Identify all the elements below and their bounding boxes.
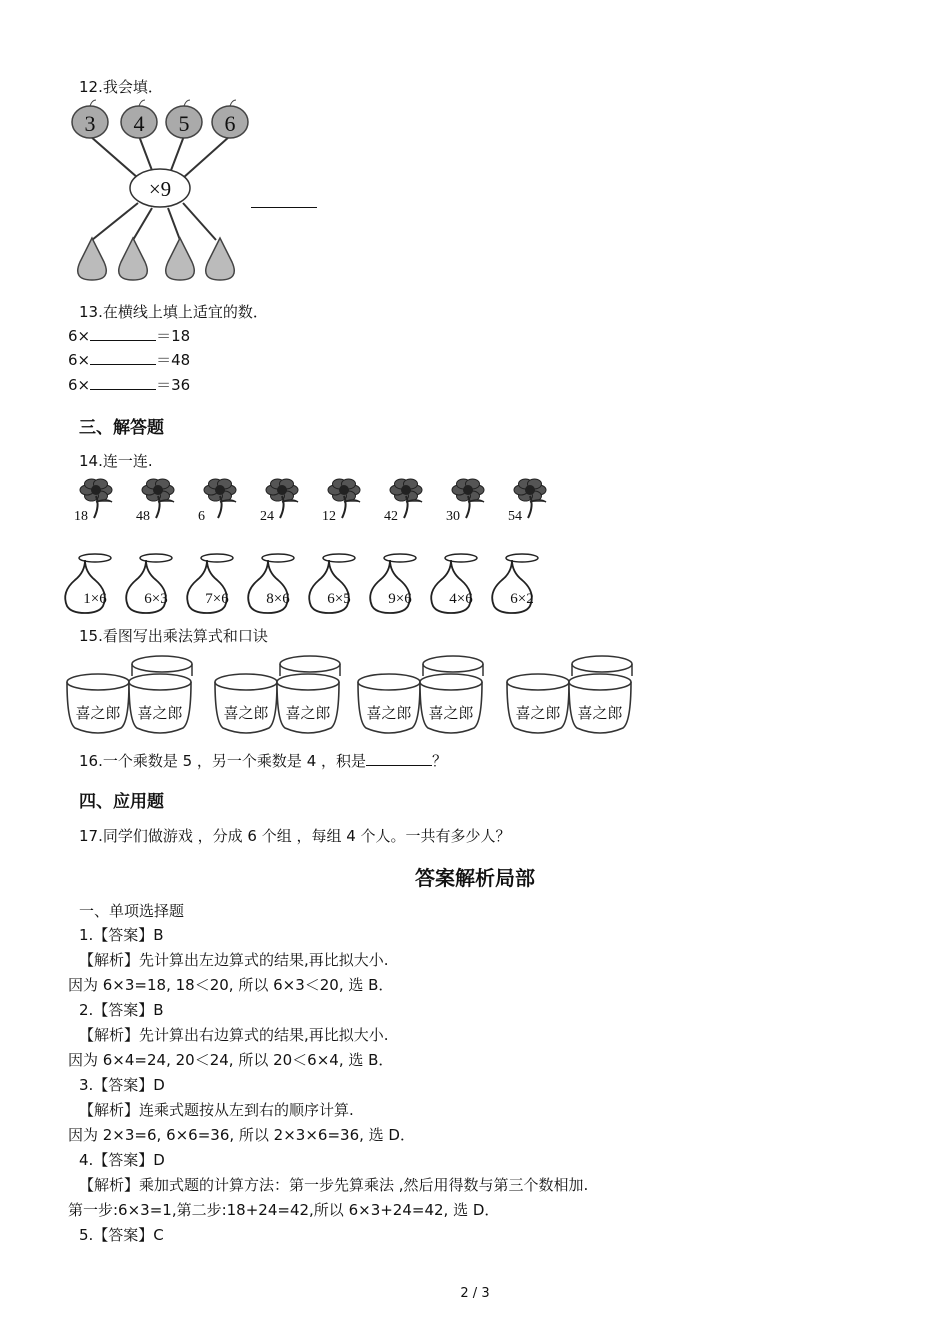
vase-expression: 9×6 <box>388 591 412 607</box>
apple-number: 6 <box>224 111 236 136</box>
flower-icon <box>384 479 422 524</box>
apple-icon <box>121 100 157 138</box>
flower-number: 12 <box>322 509 336 524</box>
answer-line: 2.【答案】B <box>79 1001 164 1019</box>
cup-group <box>507 656 632 733</box>
question-15-label: 15.看图写出乘法算式和口诀 <box>79 627 268 645</box>
flower-icon <box>446 479 484 524</box>
vase-icon <box>126 554 172 613</box>
answers-section-heading: 一、单项选择题 <box>79 902 185 920</box>
question-16: 16.一个乘数是 5 ，另一个乘数是 4 ，积是 ？ <box>79 752 448 770</box>
apple-icon <box>72 100 108 138</box>
flower-icon <box>74 479 112 524</box>
answer-blank[interactable] <box>366 751 432 766</box>
vase-icon <box>309 554 355 613</box>
apple-icon <box>212 100 248 138</box>
vase-expression: 6×2 <box>510 591 534 607</box>
answer-line: 【解析】连乘式题按从左到右的顺序计算. <box>79 1101 354 1119</box>
cup-label: 喜之郎 <box>75 704 121 722</box>
vase-icon <box>65 554 111 613</box>
answers-title: 答案解析局部 <box>415 866 535 890</box>
vase-icon <box>248 554 294 613</box>
vase-row <box>68 553 568 615</box>
cup-group <box>358 656 483 733</box>
cup-label: 喜之郎 <box>137 704 183 722</box>
flower-number: 48 <box>136 509 150 524</box>
flower-number: 30 <box>446 509 460 524</box>
pear-icon <box>166 238 195 280</box>
answer-line: 【解析】先计算出右边算式的结果,再比拟大小. <box>79 1026 389 1044</box>
page-number: 2 / 3 <box>460 1286 490 1301</box>
equation-line: 6× ＝36 <box>68 376 191 394</box>
vase-expression: 7×6 <box>205 591 229 607</box>
apple-number: 5 <box>178 111 190 136</box>
pear-icon <box>119 238 148 280</box>
answer-blank[interactable] <box>251 207 317 208</box>
vase-expression: 6×5 <box>327 591 351 607</box>
cups-diagram <box>66 648 646 740</box>
flower-icon <box>508 479 546 524</box>
answer-line: 1.【答案】B <box>79 926 164 944</box>
vase-icon <box>187 554 233 613</box>
section-heading: 三、解答题 <box>79 418 164 438</box>
flower-number: 54 <box>508 509 522 524</box>
answer-line: 3.【答案】D <box>79 1076 165 1094</box>
answer-line: 因为 6×4=24, 20＜24, 所以 20＜6×4, 选 B． <box>68 1051 394 1069</box>
equation-line: 6× ＝18 <box>68 327 191 345</box>
vase-icon <box>370 554 416 613</box>
cup-group <box>67 656 192 733</box>
question-13-label: 13.在横线上填上适宜的数． <box>79 303 268 321</box>
cup-icon <box>569 674 631 733</box>
vase-expression: 8×6 <box>266 591 290 607</box>
flower-icon <box>260 479 298 524</box>
answer-blank[interactable] <box>90 375 156 390</box>
flower-number: 24 <box>260 509 274 524</box>
cup-label: 喜之郎 <box>515 704 561 722</box>
cup-group <box>215 656 340 733</box>
cup-icon <box>507 674 569 733</box>
flower-number: 42 <box>384 509 398 524</box>
cup-icon <box>67 674 129 733</box>
answer-line: 因为 2×3=6, 6×6=36, 所以 2×3×6=36, 选 D． <box>68 1126 415 1144</box>
apple-number: 4 <box>133 111 145 136</box>
cup-label: 喜之郎 <box>577 704 623 722</box>
answer-line: 【解析】乘加式题的计算方法：第一步先算乘法 ,然后用得数与第三个数相加. <box>79 1176 589 1194</box>
cup-label: 喜之郎 <box>223 704 269 722</box>
cup-icon <box>277 674 339 733</box>
section-heading: 四、应用题 <box>79 792 164 812</box>
cup-icon <box>215 674 277 733</box>
answer-line: 4.【答案】D <box>79 1151 165 1169</box>
flower-number: 6 <box>198 509 205 524</box>
apple-pear-diagram <box>68 98 328 288</box>
equation-line: 6× ＝48 <box>68 351 191 369</box>
answer-line: 5.【答案】C <box>79 1226 164 1244</box>
pear-icon <box>206 238 235 280</box>
vase-expression: 1×6 <box>83 591 107 607</box>
cup-label: 喜之郎 <box>285 704 331 722</box>
flower-icon <box>322 479 360 524</box>
multiply-nine-node <box>130 169 190 207</box>
answer-line: 第一步:6×3=1,第二步:18+24=42,所以 6×3+24=42, 选 D． <box>68 1201 500 1219</box>
cup-icon <box>420 674 482 733</box>
center-label: ×9 <box>148 177 172 201</box>
apple-number: 3 <box>84 111 96 136</box>
apple-icon <box>166 100 202 138</box>
cup-icon <box>129 674 191 733</box>
flower-icon <box>198 479 236 524</box>
question-14-label: 14.连一连. <box>79 452 153 470</box>
answer-blank[interactable] <box>90 350 156 365</box>
pear-icon <box>78 238 107 280</box>
vase-expression: 4×6 <box>449 591 473 607</box>
flower-number: 18 <box>74 509 88 524</box>
vase-icon <box>492 554 538 613</box>
cup-label: 喜之郎 <box>428 704 474 722</box>
question-17: 17.同学们做游戏 ，分成 6 个组 ，每组 4 个人。一共有多少人？ <box>79 827 511 845</box>
cup-icon <box>358 674 420 733</box>
flower-row <box>68 474 568 524</box>
question-12-label: 12.我会填． <box>79 78 163 96</box>
flower-icon <box>136 479 174 524</box>
cup-label: 喜之郎 <box>366 704 412 722</box>
vase-icon <box>431 554 477 613</box>
answer-line: 【解析】先计算出左边算式的结果,再比拟大小. <box>79 951 389 969</box>
answer-line: 因为 6×3=18, 18＜20, 所以 6×3＜20, 选 B． <box>68 976 394 994</box>
vase-expression: 6×3 <box>144 591 168 607</box>
answer-blank[interactable] <box>90 326 156 341</box>
